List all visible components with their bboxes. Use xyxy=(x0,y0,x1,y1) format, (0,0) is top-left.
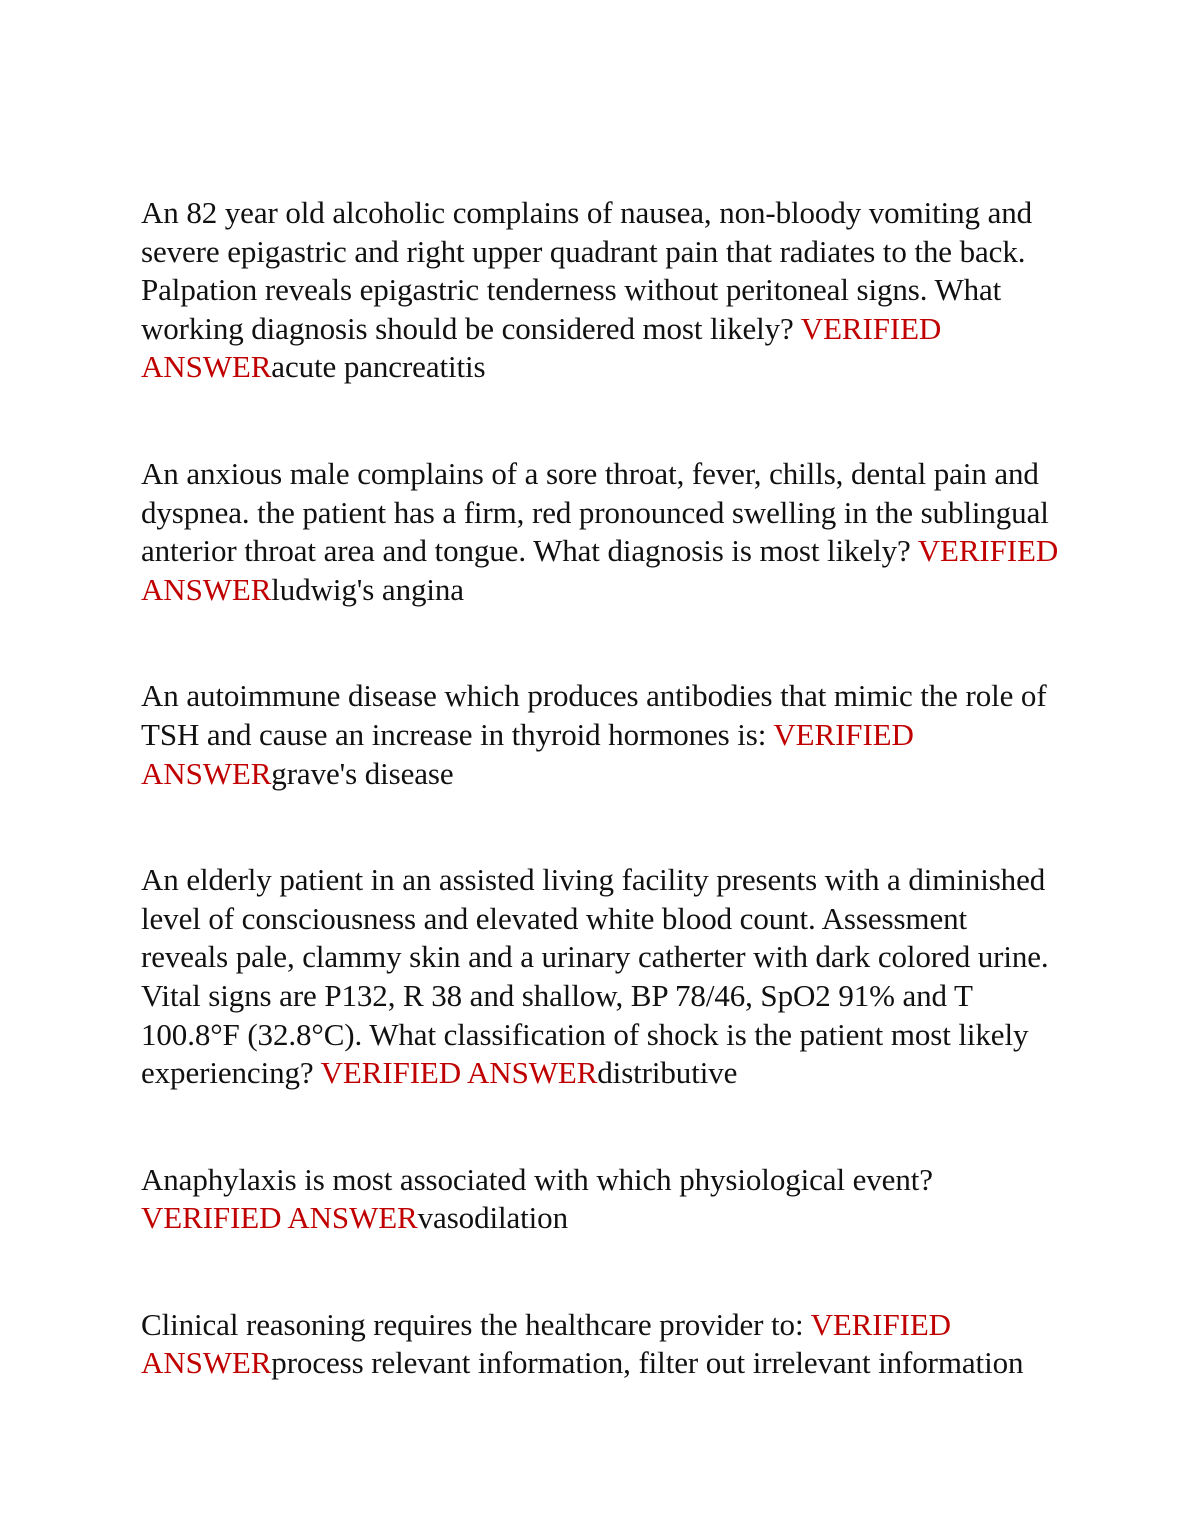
qa-item xyxy=(141,861,1061,1093)
qa-item xyxy=(141,194,1061,387)
answer-text: ludwig's angina xyxy=(271,571,464,607)
question-text: Clinical reasoning requires the healthcare provider to: xyxy=(141,1306,811,1342)
qa-item xyxy=(141,1306,1061,1383)
qa-item xyxy=(141,1161,1061,1238)
question-text: Anaphylaxis is most associated with which physiological event? xyxy=(141,1161,933,1197)
verified-answer-tag: VERIFIED ANSWER xyxy=(141,1200,418,1236)
answer-text: vasodilation xyxy=(417,1200,568,1236)
answer-text: distributive xyxy=(597,1055,738,1091)
answer-text: grave's disease xyxy=(271,755,454,791)
question-text: An 82 year old alcoholic complains of nausea, non-bloody vomiting and severe epigastric and right upper quadrant pain that radiates to the back. Palpation reveals epigastric tenderness without peritoneal signs. What working diagnosis should be considered most likely? xyxy=(141,195,1033,346)
verified-answer-tag: VERIFIED ANSWER xyxy=(141,716,914,791)
question-text: An autoimmune disease which produces antibodies that mimic the role of TSH and cause an increase in thyroid hormones is: xyxy=(141,678,1047,752)
qa-list xyxy=(141,194,1061,1451)
verified-answer-tag: VERIFIED ANSWER xyxy=(141,310,942,385)
question-text: An anxious male complains of a sore throat, fever, chills, dental pain and dyspnea. the patient has a firm, red pronounced swelling in the sublingual anterior throat area and tongue. What diagnosis is most likely? xyxy=(141,455,1049,569)
verified-answer-tag: VERIFIED ANSWER xyxy=(141,1306,951,1381)
question-text: An elderly patient in an assisted living facility presents with a diminished level of consciousness and elevated white blood count. Assessment reveals pale, clammy skin and a urinary catherter with dark colored urine. Vital signs are P132, R 38 and shallow, BP 78/46, SpO2 91% and T 100.8°F (32.8°C). What classification of shock is the patient most likely experiencing? xyxy=(141,862,1049,1091)
qa-item xyxy=(141,677,1061,793)
verified-answer-tag: VERIFIED ANSWER xyxy=(141,533,1059,607)
verified-answer-tag: VERIFIED ANSWER xyxy=(320,1055,598,1091)
qa-item xyxy=(141,455,1061,609)
answer-text: acute pancreatitis xyxy=(271,349,486,385)
answer-text: process relevant information, filter out irrelevant information xyxy=(271,1345,1024,1381)
